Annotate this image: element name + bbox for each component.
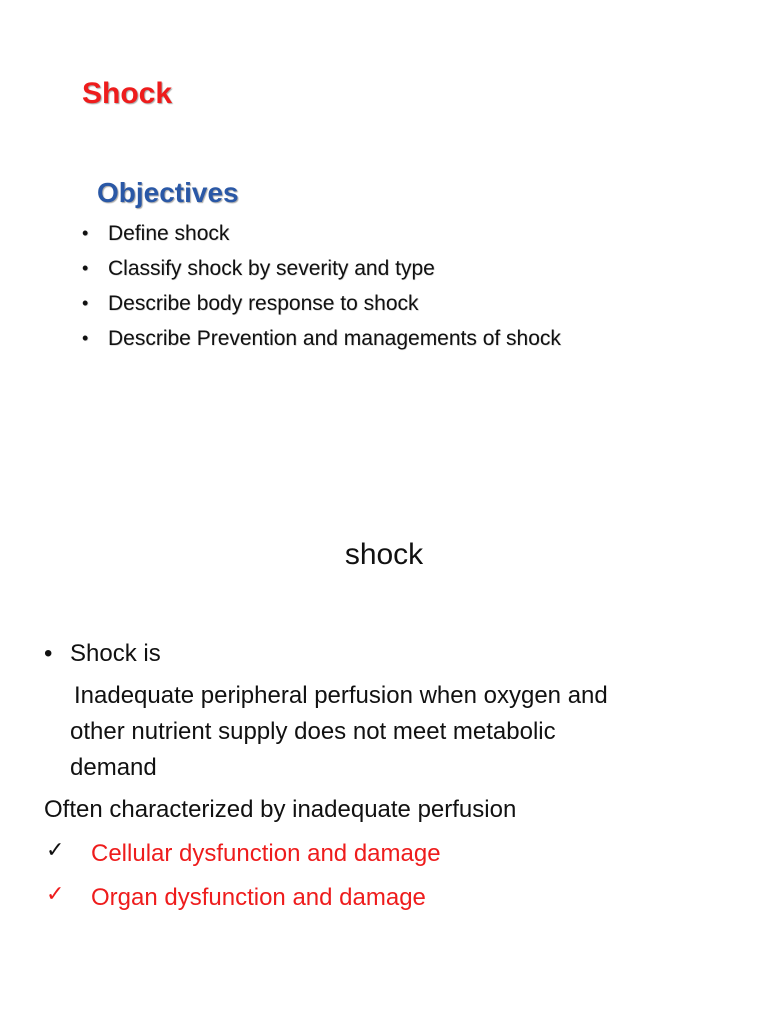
definition-line: demand	[70, 754, 157, 781]
check-item-cellular	[44, 836, 744, 872]
objective-text: Classify shock by severity and type	[108, 257, 435, 280]
bullet-icon: •	[82, 258, 89, 278]
objectives-list	[82, 218, 561, 358]
bullet-icon: •	[82, 223, 89, 243]
slide-2-title: shock	[344, 538, 424, 571]
slide-1-title: Shock	[82, 77, 173, 110]
check-item-organ	[44, 880, 744, 916]
bullet-icon: •	[82, 293, 89, 313]
bullet-text: Shock is	[70, 640, 161, 667]
objectives-heading: Objectives	[97, 177, 239, 208]
objective-item	[82, 253, 561, 288]
slide-2-body	[44, 636, 744, 916]
objective-item	[82, 288, 561, 323]
bullet-icon: •	[82, 328, 89, 348]
objective-item	[82, 323, 561, 358]
check-icon: ✓	[46, 881, 65, 906]
bullet-icon: •	[44, 640, 53, 667]
definition-line: other nutrient supply does not meet metabolic	[70, 718, 556, 745]
check-item-text: Cellular dysfunction and damage	[91, 840, 441, 867]
definition-line: Inadequate peripheral perfusion when oxygen and	[74, 682, 608, 709]
objective-text: Describe body response to shock	[108, 292, 419, 315]
shock-definition	[44, 678, 744, 786]
objective-text: Define shock	[108, 222, 230, 245]
objective-text: Describe Prevention and managements of shock	[108, 327, 561, 350]
shock-is-bullet	[44, 636, 744, 674]
check-item-text: Organ dysfunction and damage	[91, 884, 426, 911]
check-icon: ✓	[46, 837, 65, 862]
often-characterized-text: Often characterized by inadequate perfusion	[44, 796, 517, 823]
objective-item	[82, 218, 561, 253]
